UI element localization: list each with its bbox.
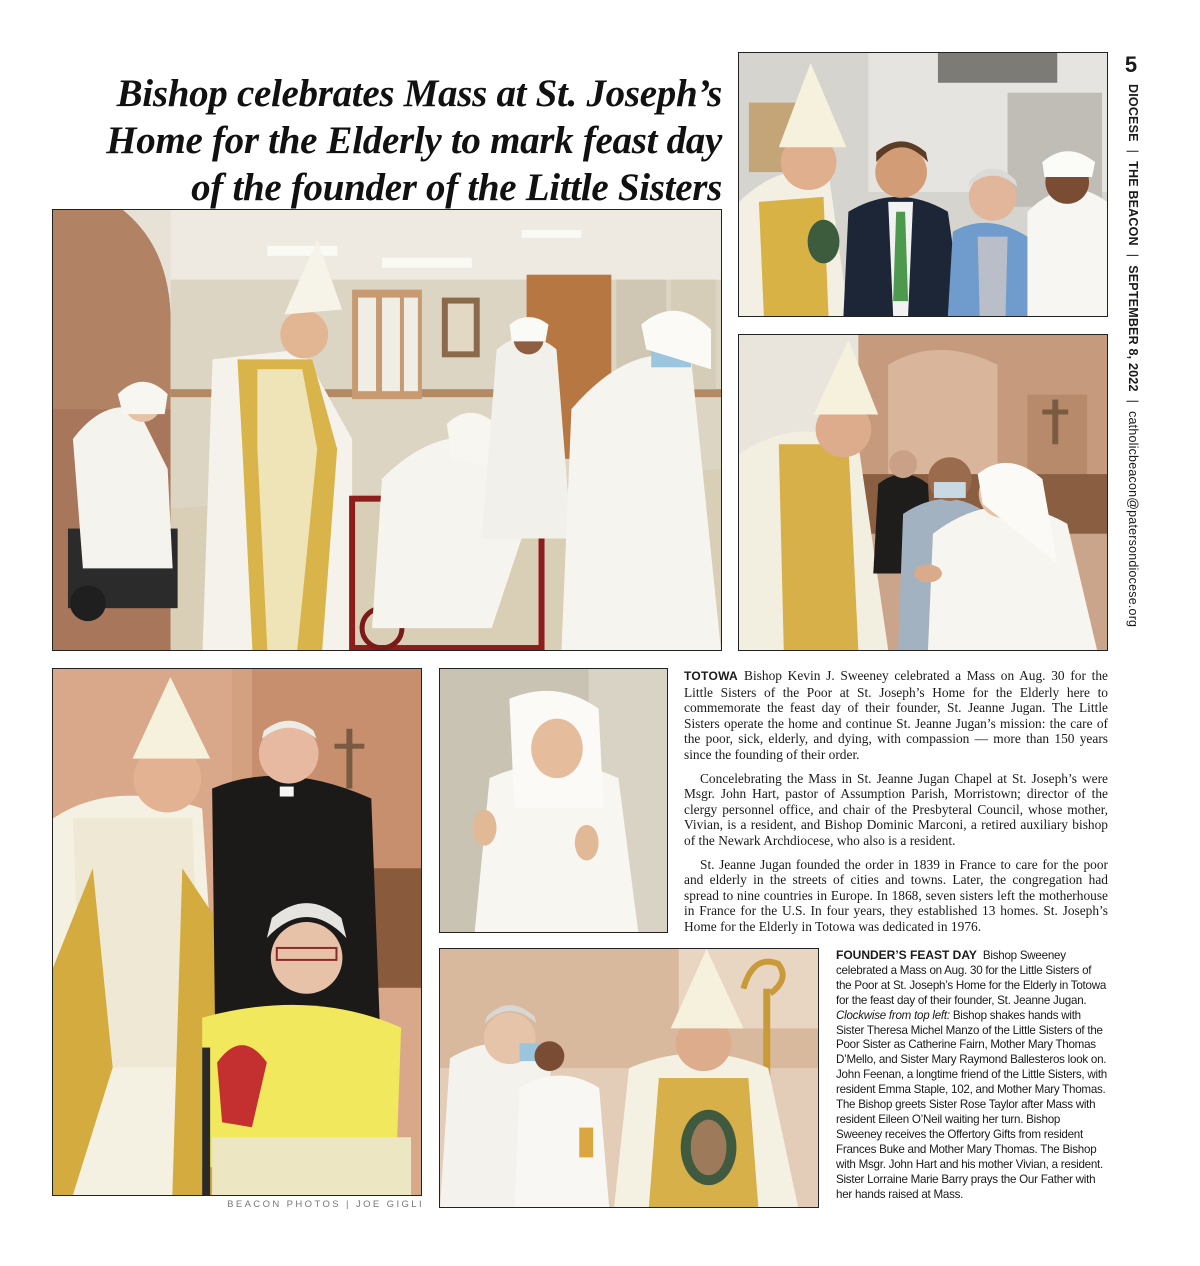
article-paragraph-text: Bishop Kevin J. Sweeney celebrated a Mass on Aug. 30 for the Little Sisters of the Poor at St. Joseph’s Home for the Elderly here to commemorate the feast day of their founder, St. Jeanne Jugan. The Little Sisters operate the home and continue St. Jeanne Jugan’s mission: the care of the poor, sick, elderly, and dying, with compassion — more than 150 years since the founding of their order.: [684, 668, 1108, 762]
issue-date: SEPTEMBER 8, 2022: [1126, 265, 1140, 392]
sidebar-rotated-text: [1126, 84, 1140, 627]
photo-sister-praying: [439, 668, 668, 933]
article-body: [684, 668, 1108, 943]
separator: |: [1126, 253, 1140, 258]
photo-caption: [836, 948, 1108, 1202]
headline-line-3: of the founder of the Little Sisters: [191, 166, 722, 209]
headline-line-2: Home for the Elderly to mark feast day: [106, 119, 722, 162]
section-label: DIOCESE: [1126, 84, 1140, 142]
article-paragraph: Concelebrating the Mass in St. Jeanne Jugan Chapel at St. Joseph’s were Msgr. John Hart, pastor of Assumption Parish, Morristown; director of the clergy personnel office, and chair of the Presbyteral Council, whose mother, Vivian, is a resident, and Bishop Dominic Marconi, a retired auxiliary bishop of the Newark Archdiocese, who also is a resident.: [684, 770, 1108, 848]
caption-body: Bishop shakes hands with Sister Theresa Michel Manzo of the Little Sisters of the Poor Sister as Catherine Fairn, Mother Mary Thomas D’Mello, and Sister Mary Raymond Ballesteros look on. John Feenan, a longtime friend of the Little Sisters, with resident Emma Staple, 102, and Mother Mary Thomas. The Bishop greets Sister Rose Taylor after Mass with resident Eileen O’Neil waiting her turn. Bishop Sweeney receives the Offertory Gifts from resident Frances Buke and Mother Mary Thomas. The Bishop with Msgr. John Hart and his mother Vivian, a resident. Sister Lorraine Marie Barry prays the Our Father with her hands raised at Mass.: [836, 1008, 1107, 1201]
photo-offertory-gifts: [439, 948, 819, 1208]
dateline: TOTOWA: [684, 669, 739, 683]
page-number: 5: [1124, 52, 1138, 77]
publication-name: THE BEACON: [1126, 161, 1140, 246]
photo-credit: BEACON PHOTOS | JOE GIGLI: [227, 1199, 424, 1210]
photo-bishop-priest-resident: [52, 668, 422, 1196]
sidebar-strip: [1116, 84, 1146, 628]
headline: [40, 70, 722, 211]
website-link[interactable]: catholicbeacon@patersondiocese.org: [1126, 411, 1140, 628]
photo-chapel-greeting: [738, 334, 1108, 651]
separator: |: [1126, 399, 1140, 404]
photo-hallway: [52, 209, 722, 651]
article-paragraph: St. Jeanne Jugan founded the order in 1839 in France to care for the poor and elderly in the streets of cities and towns. Later, the congregation had spread to nine countries in Europe. In 1868, seven sisters left the motherhouse in France for the U.S. In four years, they established 13 homes. St. Joseph’s Home for the Elderly in Totowa was dedicated in 1976.: [684, 856, 1108, 934]
article-paragraph: [684, 668, 1108, 763]
caption-kicker: FOUNDER’S FEAST DAY: [836, 948, 977, 962]
caption-lead: Bishop Sweeney celebrated a Mass on Aug. 30 for the Little Sisters of the Poor at St. Joseph’s Home for the Elderly in Totowa for the feast day of their founder, St. Jeanne Jugan.: [836, 949, 1107, 1007]
headline-line-1: Bishop celebrates Mass at St. Joseph’s: [116, 72, 722, 115]
caption-direction: Clockwise from top left:: [836, 1008, 950, 1022]
photo-group-four: [738, 52, 1108, 317]
separator: |: [1126, 149, 1140, 154]
